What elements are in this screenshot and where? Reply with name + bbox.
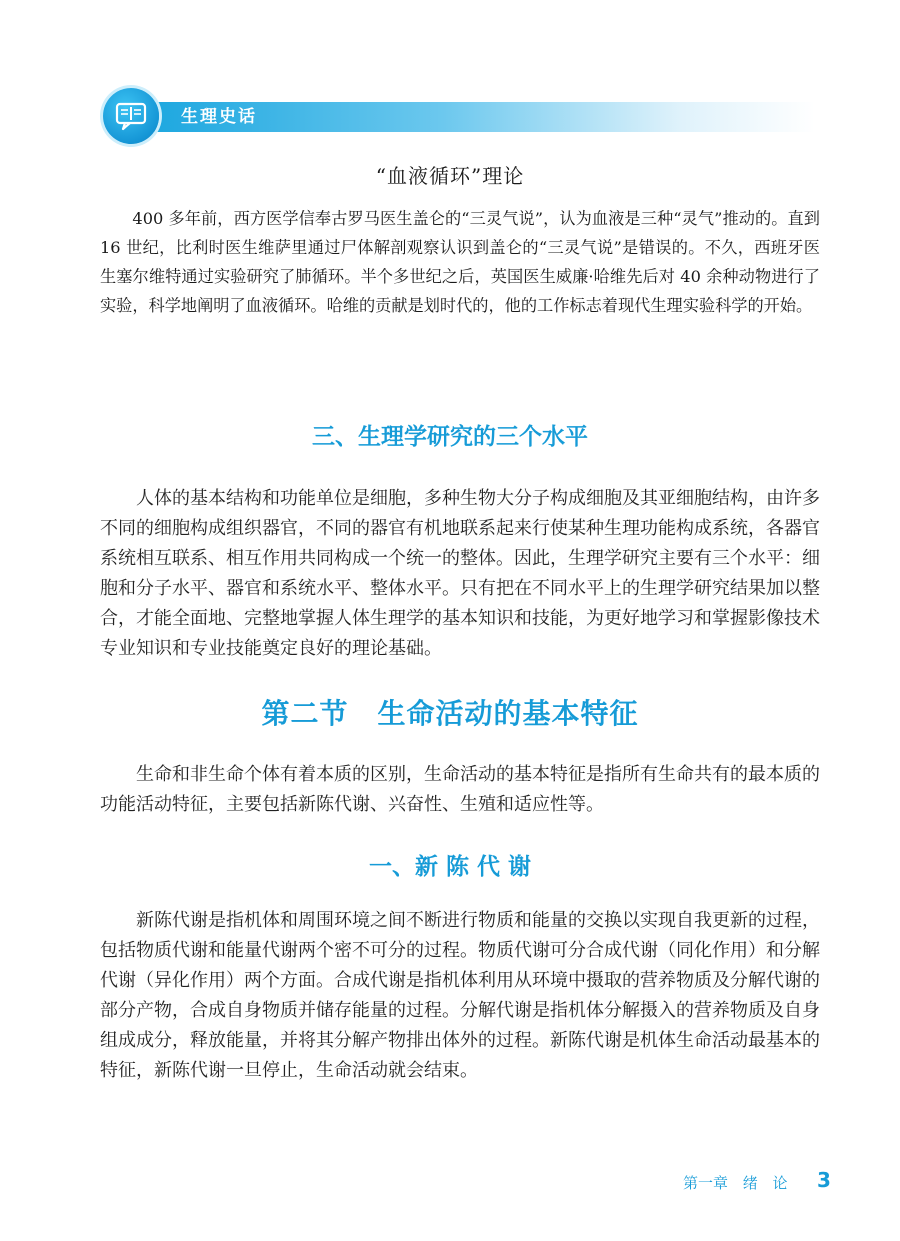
page-number: 3: [817, 1168, 831, 1192]
section-intro-text: [100, 760, 820, 820]
history-banner: [103, 88, 815, 144]
story-title: “血液循环”理论: [375, 164, 525, 188]
banner-title: 生理史话: [181, 107, 257, 127]
section-three-levels-text: [100, 484, 820, 664]
story-text: [100, 204, 820, 320]
paragraph: 人体的基本结构和功能单位是细胞，多种生物大分子构成细胞及其亚细胞结构，由许多不同的细胞构成组织器官，不同的器官有机地联系起来行使某种生理功能构成系统，各器官系统相互联系、相互作用共同构成一个统一的整体。因此，生理学研究主要有三个水平：细胞和分子水平、器官和系统水平、整体水平。只有把在不同水平上的生理学研究结果加以整合，才能全面地、完整地掌握人体生理学的基本知识和技能，为更好地学习和掌握影像技术专业知识和专业技能奠定良好的理论基础。: [100, 488, 820, 659]
chapter-section-heading: 第二节 生命活动的基本特征: [261, 697, 639, 730]
footer-chapter: 第一章 绪 论: [683, 1174, 788, 1192]
story-paragraph: 400 多年前，西方医学信奉古罗马医生盖仑的“三灵气说”，认为血液是三种“灵气”推动的。直到 16 世纪，比利时医生维萨里通过尸体解剖观察认识到盖仑的“三灵气说”是错误的。不久，西班牙医生塞尔维特通过实验研究了肺循环。半个多世纪之后，英国医生威廉·哈维先后对 40 余种动物进行了实验，科学地阐明了血液循环。哈维的贡献是划时代的，他的工作标志着现代生理实验科学的开始。: [100, 209, 820, 315]
paragraph: 新陈代谢是指机体和周围环境之间不断进行物质和能量的交换以实现自我更新的过程，包括物质代谢和能量代谢两个密不可分的过程。物质代谢可分合成代谢（同化作用）和分解代谢（异化作用）两个方面。合成代谢是指机体利用从环境中摄取的营养物质及分解代谢的部分产物，合成自身物质并储存能量的过程。分解代谢是指机体分解摄入的营养物质及自身组成成分，释放能量，并将其分解产物排出体外的过程。新陈代谢是机体生命活动最基本的特征，新陈代谢一旦停止，生命活动就会结束。: [100, 910, 820, 1081]
section-heading-three-levels: 三、生理学研究的三个水平: [312, 424, 588, 450]
open-book-chat-icon: [103, 88, 159, 144]
metabolism-text: [100, 906, 820, 1086]
subsection-heading-metabolism: 一、新 陈 代 谢: [368, 854, 532, 880]
paragraph: 生命和非生命个体有着本质的区别，生命活动的基本特征是指所有生命共有的最本质的功能活动特征，主要包括新陈代谢、兴奋性、生殖和适应性等。: [100, 764, 820, 815]
